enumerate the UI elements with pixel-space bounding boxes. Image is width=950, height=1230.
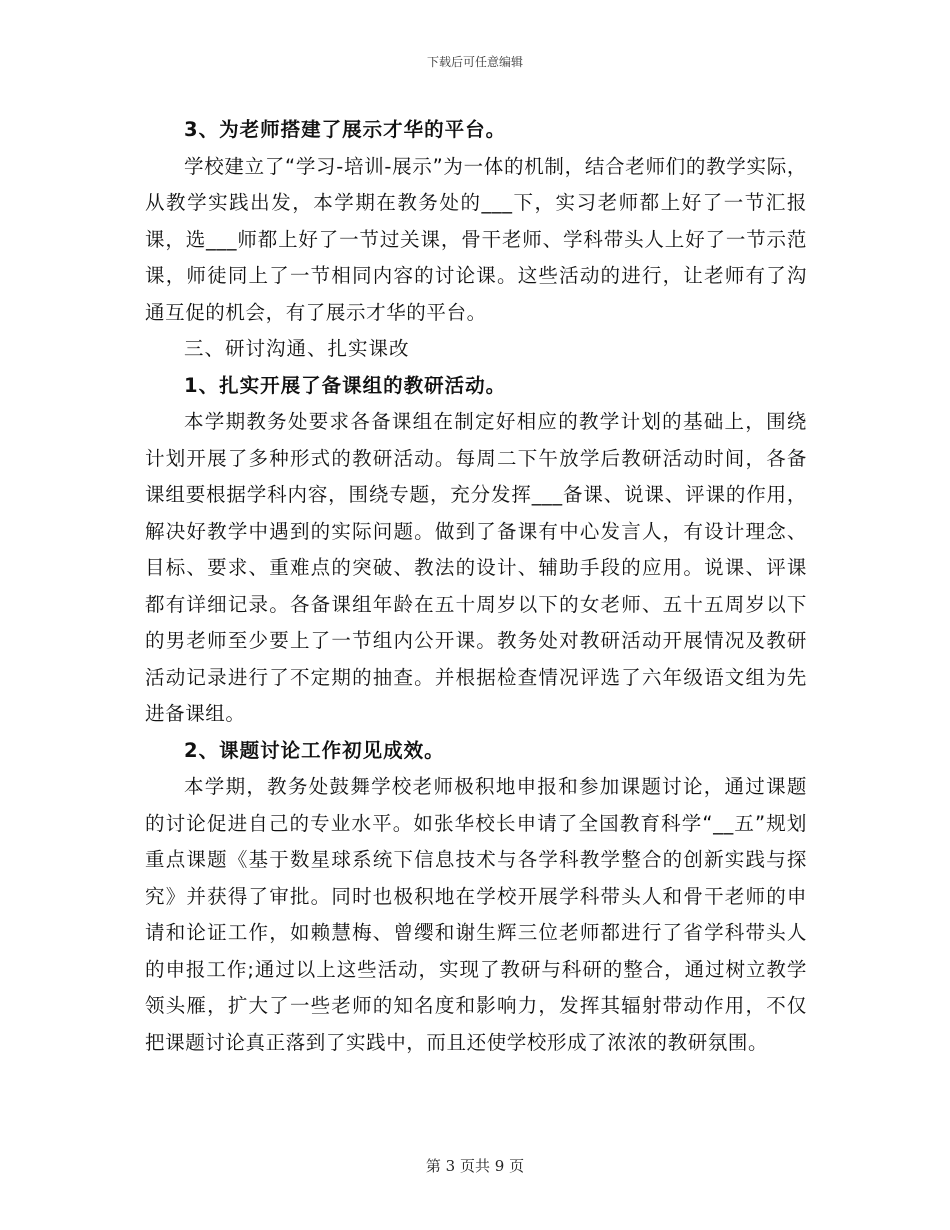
document-body: [145, 112, 807, 1061]
page-header: 下载后可任意编辑: [426, 55, 523, 69]
paragraph-2: 本学期教务处要求各备课组在制定好相应的教学计划的基础上，围绕计划开展了多种形式的教研活动。每周二下午放学后教研活动时间，各备课组要根据学科内容，围绕专题，充分发挥___备课、说课、评课的作用，解决好教学中遇到的实际问题。做到了备课有中心发言人，有设计理念、目标、要求、重难点的突破、教法的设计、辅助手段的应用。说课、评课都有详细记录。各备课组年龄在五十周岁以下的女老师、五十五周岁以下的男老师至少要上了一节组内公开课。教务处对教研活动开展情况及教研活动记录进行了不定期的抽查。并根据检查情况评选了六年级语文组为先进备课组。: [145, 410, 807, 725]
subheading-3: 3、为老师搭建了展示才华的平台。: [184, 118, 507, 141]
paragraph-1: 学校建立了“学习-培训-展示”为一体的机制，结合老师们的教学实际，从教学实践出发，本学期在教务处的___下，实习老师都上好了一节汇报课，选___师都上好了一节过关课，骨干老师、学科带头人上好了一节示范课，师徒同上了一节相同内容的讨论课。这些活动的进行，让老师有了沟通互促的机会，有了展示才华的平台。: [145, 154, 807, 324]
page-footer: 第 3 页共 9 页: [425, 1157, 525, 1175]
section-heading-3: 三、研讨沟通、扎实课改: [184, 337, 410, 360]
subheading-2: 2、课题讨论工作初见成效。: [184, 738, 445, 762]
subheading-1: 1、扎实开展了备课组的教研活动。: [184, 373, 507, 397]
paragraph-3: 本学期，教务处鼓舞学校老师极积地申报和参加课题讨论，通过课题的讨论促进自己的专业水平。如张华校长申请了全国教育科学“__五”规划重点课题《基于数星球系统下信息技术与各学科教学整合的创新实践与探究》并获得了审批。同时也极积地在学校开展学科带头人和骨干老师的申请和论证工作，如赖慧梅、曾缨和谢生辉三位老师都进行了省学科带头人的申报工作;通过以上这些活动，实现了教研与科研的整合，通过树立教学领头雁，扩大了一些老师的知名度和影响力，发挥其辐射带动作用，不仅把课题讨论真正落到了实践中，而且还使学校形成了浓浓的教研氛围。: [145, 775, 807, 1054]
